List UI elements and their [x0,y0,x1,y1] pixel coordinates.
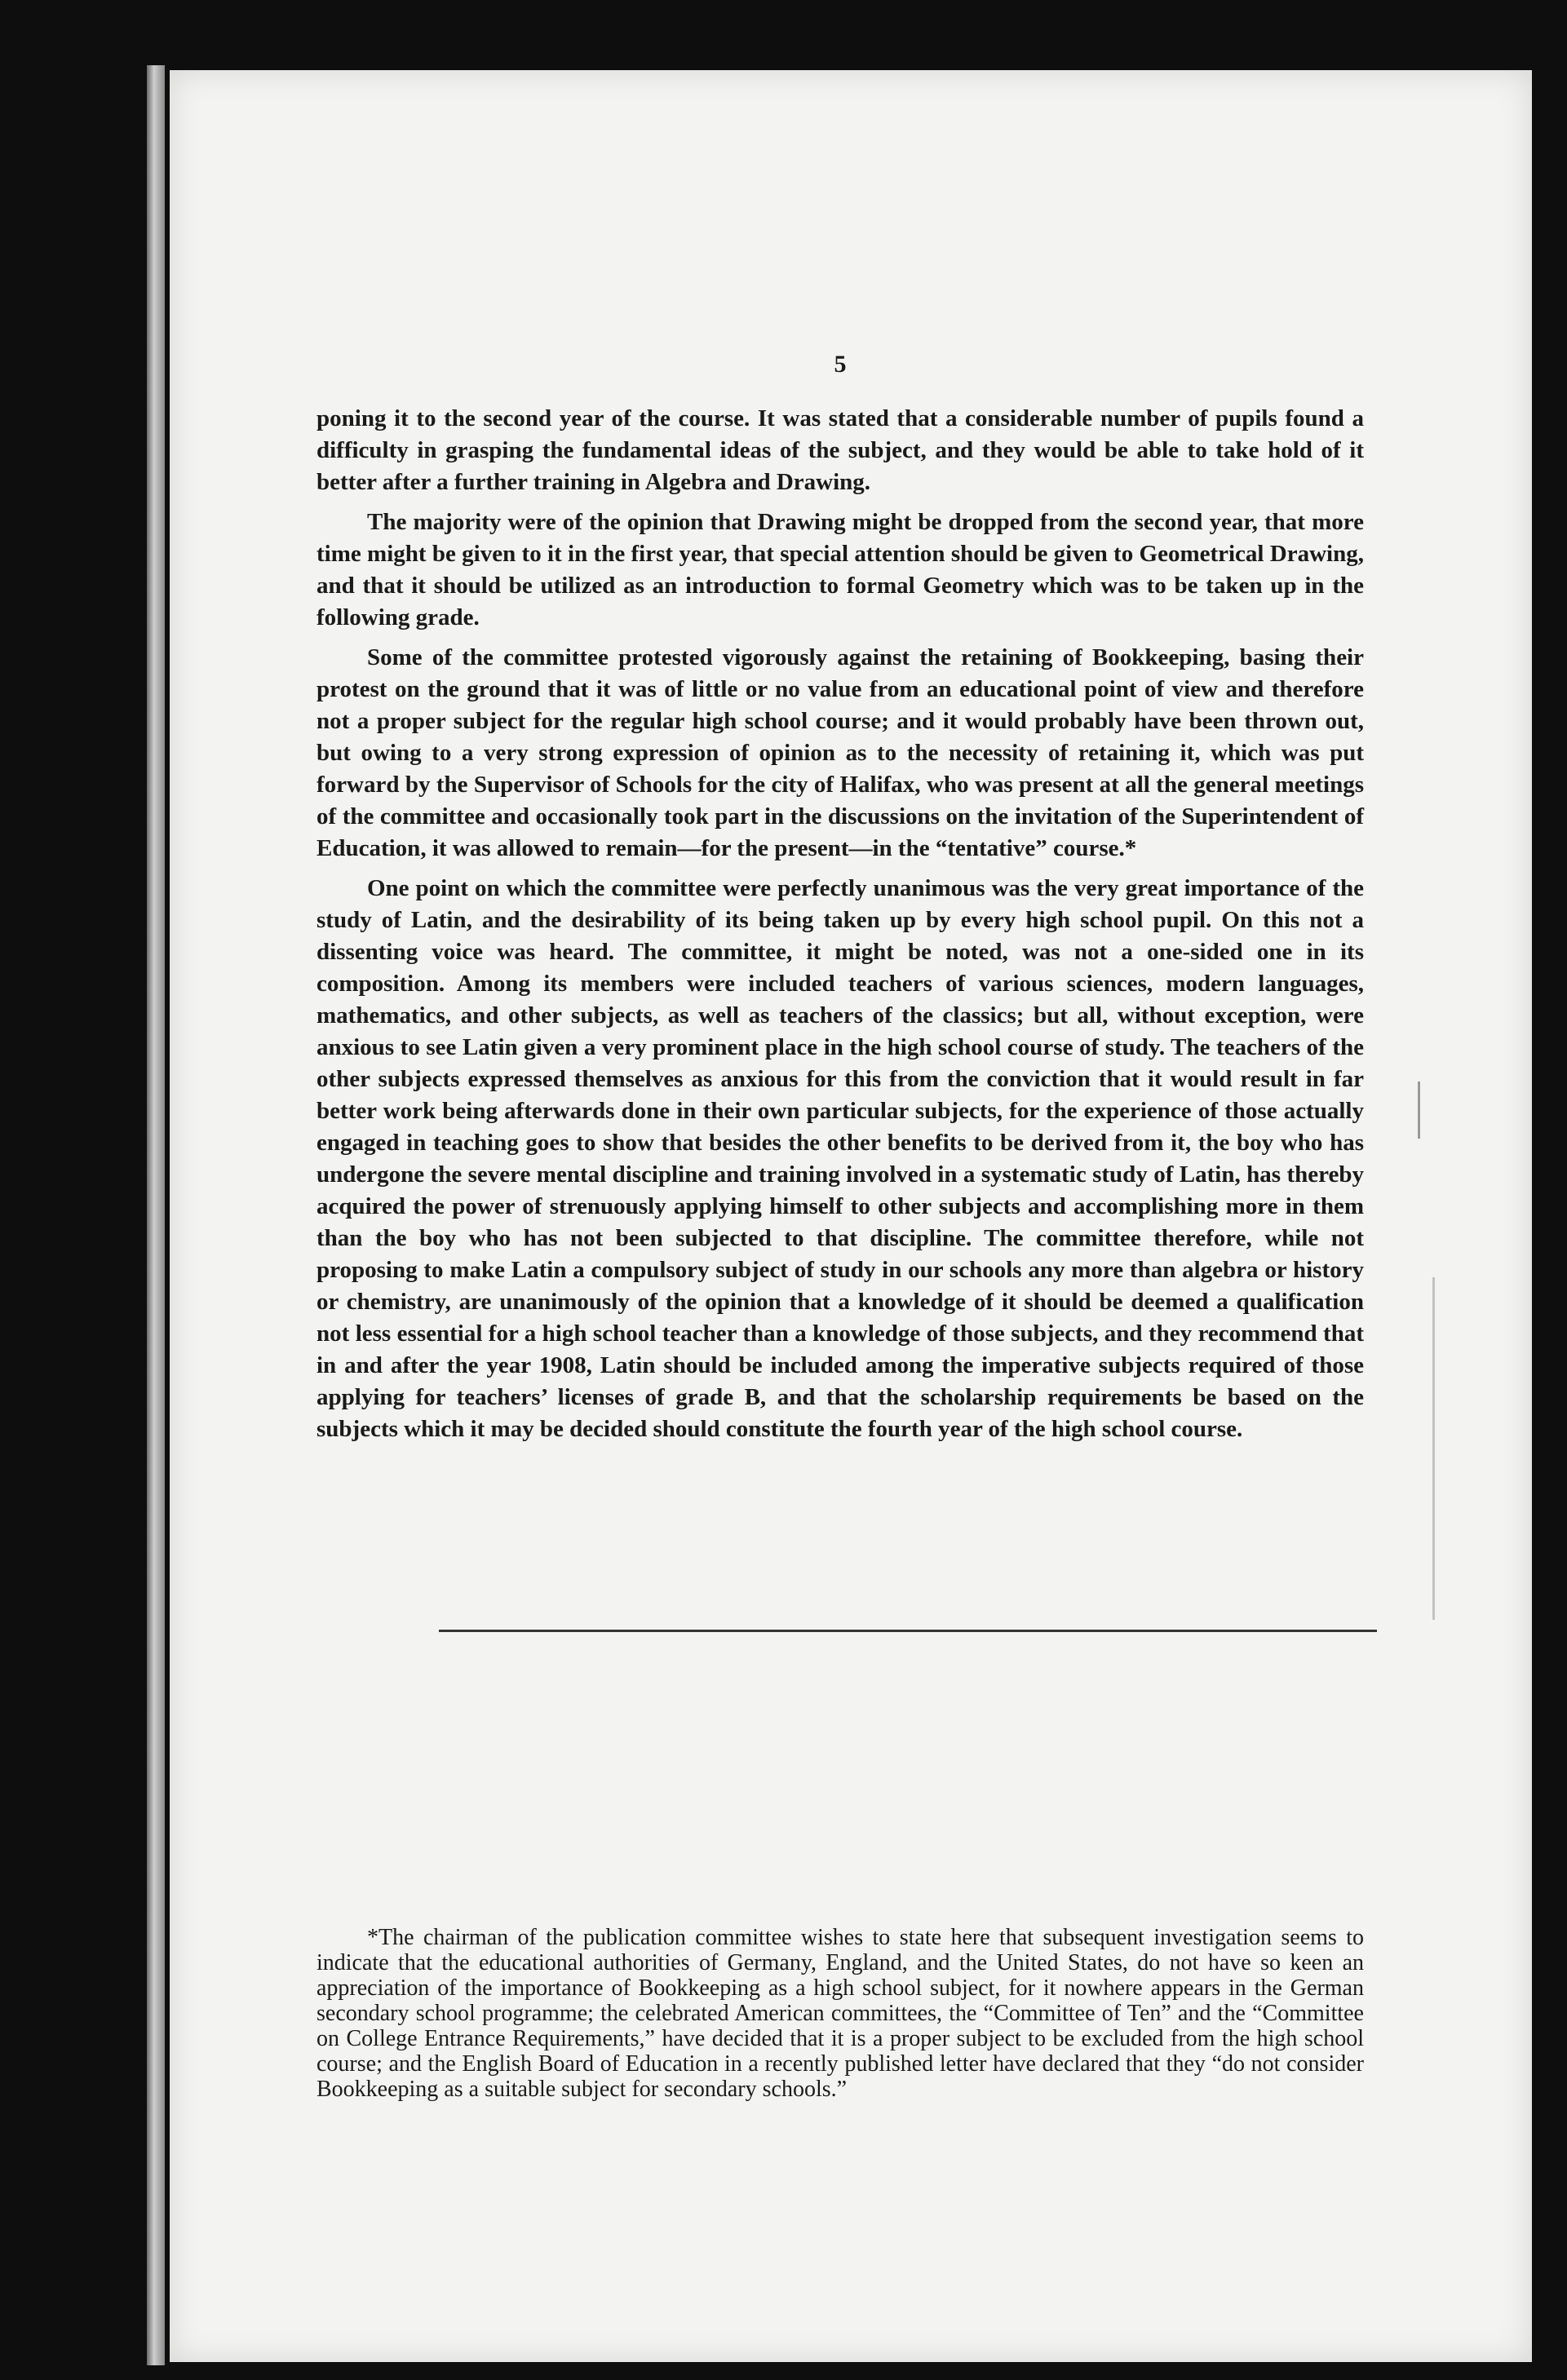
paragraph-4: One point on which the committee were perfectly unanimous was the very great importance of the study of Latin, and the desirability of its being taken up by every high school pupil. On this not a dissenting voice was heard. The committee, it might be noted, was not a one-sided one in its composition. Among its members were included teachers of various sciences, modern languages, mathematics, and other subjects, as well as teachers of the classics; but all, without exception, were anxious to see Latin given a very prominent place in the high school course of study. The teachers of the other subjects expressed themselves as anxious for this from the conviction that it would result in far better work being afterwards done in their own particular subjects, for the experience of those actually engaged in teaching goes to show that besides the other benefits to be derived from it, the boy who has undergone the severe mental discipline and training involved in a systematic study of Latin, has thereby acquired the power of strenuously applying himself to other subjects and accomplishing more in them than the boy who has not been subjected to that discipline. The committee therefore, while not proposing to make Latin a compulsory subject of study in our schools any more than algebra or history or chemistry, are unanimously of the opinion that a knowledge of it should be deemed a qualification not less essential for a high school teacher than a knowledge of those subjects, and they recommend that in and after the year 1908, Latin should be included among the imperative subjects required of those applying for teachers’ licenses of grade B, and that the scholarship requirements be based on the subjects which it may be decided should constitute the fourth year of the high school course. [316,875,1364,1442]
margin-pencil-mark [1418,1082,1420,1139]
paragraph-3: Some of the committee protested vigorously against the retaining of Bookkeeping, basing their protest on the ground that it was of little or no value from an educational point of view and therefore not a proper subject for the regular high school course; and it would probably have been thrown out, but owing to a very strong expression of opinion as to the necessity of retaining it, which was put forward by the Supervisor of Schools for the city of Halifax, who was present at all the general meetings of the committee and occasionally took part in the discussions on the invitation of the Superintendent of Education, it was allowed to remain—for the present—in the “tentative” course.* [316,644,1364,861]
footnote [316,1925,1364,2102]
body-text [316,403,1364,1453]
page-number: 5 [834,351,847,378]
footnote-divider [439,1630,1377,1632]
footnote-text: *The chairman of the publication committee wishes to state here that subsequent investigation seems to indicate that the educational authorities of Germany, England, and the United States, do not have so keen an appreciation of the importance of Bookkeeping as a high school subject, for it nowhere appears in the German secondary school programme; the celebrated American committees, the “Committee of Ten” and the “Committee on College Entrance Requirements,” have decided that it is a proper subject to be excluded from the high school course; and the English Board of Education in a recently published letter have declared that they “do not consider Bookkeeping as a suitable subject for secondary schools.” [316,1925,1364,2102]
paragraph-2: The majority were of the opinion that Drawing might be dropped from the second year, that more time might be given to it in the first year, that special attention should be given to Geometrical Drawing, and that it should be utilized as an introduction to formal Geometry which was to be taken up in the following grade. [316,509,1364,630]
paragraph-1: poning it to the second year of the course. It was stated that a considerable number of pupils found a difficulty in grasping the fundamental ideas of the subject, and they would be able to take hold of it better after a further training in Algebra and Drawing. [316,405,1364,495]
margin-pencil-line [1432,1277,1435,1620]
page-edge [147,65,165,2365]
document-page [170,70,1532,2362]
